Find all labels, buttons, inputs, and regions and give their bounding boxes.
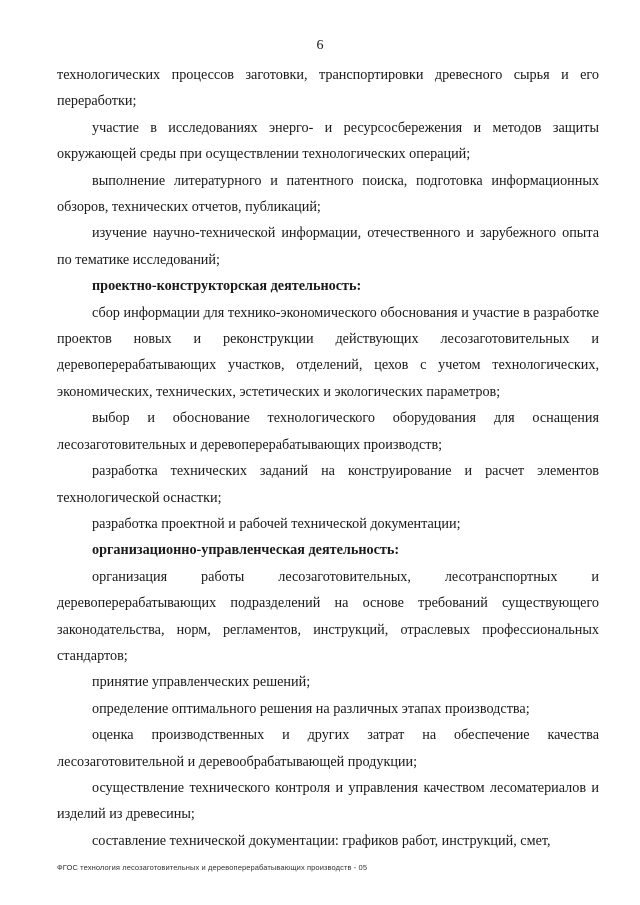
paragraph: принятие управленческих решений; xyxy=(92,674,311,691)
section-heading: организационно-управленческая деятельность: xyxy=(92,542,400,559)
paragraph: участие в исследованиях энерго- и ресурсосбережения и методов защиты окружающей среды при осуществлении технологических операций; xyxy=(57,119,599,163)
paragraph: изучение научно-технической информации, отечественного и зарубежного опыта по тематике исследований; xyxy=(57,225,599,268)
page-number: 6 xyxy=(316,38,324,53)
paragraph: определение оптимального решения на различных этапах производства; xyxy=(92,700,530,717)
paragraph: разработка проектной и рабочей технической документации; xyxy=(92,515,461,532)
paragraph: оценка производственных и других затрат на обеспечение качества лесозаготовительной и деревообрабатывающей продукции; xyxy=(57,727,599,770)
paragraph: технологических процессов заготовки, транспортировки древесного сырья и его переработки; xyxy=(57,67,599,110)
paragraph: выполнение литературного и патентного поиска, подготовка информационных обзоров, технических отчетов, публикаций; xyxy=(57,172,599,216)
page-footer: ФГОС технология лесозаготовительных и деревоперерабатывающих производств - 05 xyxy=(57,863,368,872)
paragraph: выбор и обоснование технологического оборудования для оснащения лесозаготовительных и деревоперерабатывающих производств; xyxy=(57,410,599,453)
paragraph: организация работы лесозаготовительных, лесотранспортных и деревоперерабатывающих подразделений на основе требований существующего законодательства, норм, регламентов, инструкций, отраслевых профессиональных стандартов; xyxy=(57,568,599,664)
document-body xyxy=(57,62,599,854)
paragraph: разработка технических заданий на конструирование и расчет элементов технологической оснастки; xyxy=(57,463,599,506)
paragraph: сбор информации для технико-экономического обоснования и участие в разработке проектов новых и реконструкции действующих лесозаготовительных и деревоперерабатывающих участков, отделений, цехов с учетом технологических, экономических, технических, эстетических и экологических параметров; xyxy=(57,304,599,400)
paragraph: осуществление технического контроля и управления качеством лесоматериалов и изделий из древесины; xyxy=(57,779,599,823)
section-heading: проектно-конструкторская деятельность: xyxy=(92,278,362,295)
paragraph: составление технической документации: графиков работ, инструкций, смет, xyxy=(92,832,551,849)
